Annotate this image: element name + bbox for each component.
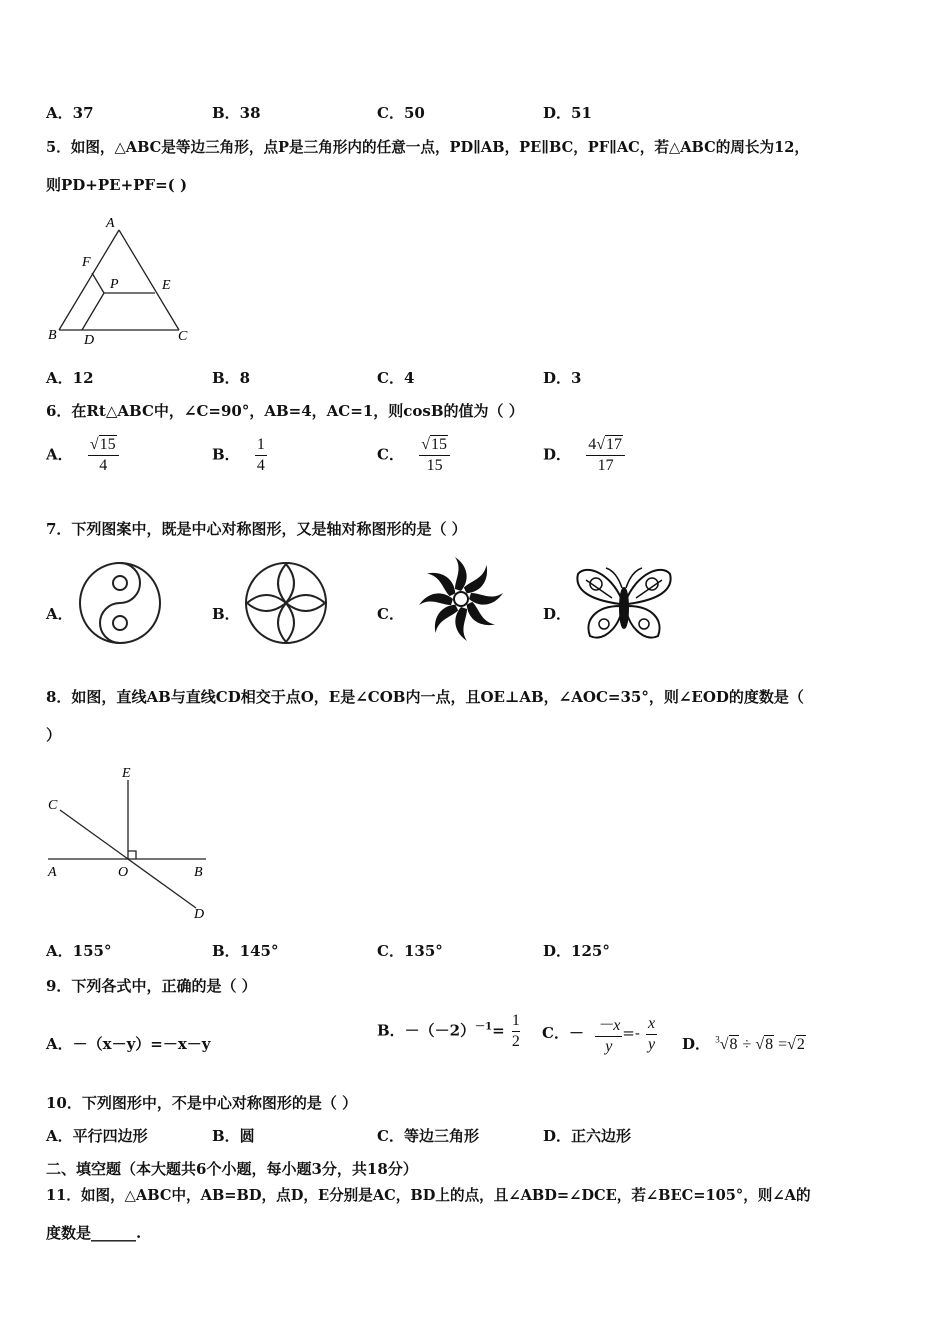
q5-label-c: C <box>178 329 188 344</box>
q9-d-divide: ÷ <box>742 1036 752 1053</box>
q4-option-a: A．37 <box>46 104 94 122</box>
pinwheel-flower-icon <box>408 552 514 646</box>
q6-c-radicand: 15 <box>430 436 447 453</box>
q5-option-d: D．3 <box>543 369 582 387</box>
four-petal-circle-icon <box>240 560 332 646</box>
q9-c-num2: x <box>646 1015 657 1035</box>
q6-option-d: D． $\frac{4√17}{17}$ <box>543 436 625 475</box>
butterfly-icon <box>572 560 676 646</box>
q11-stem-line1: 11．如图，△ABC中，AB=BD，点D，E分别是AC，BD上的点，且∠ABD=∠DCE，若∠BEC=105°，则∠A的 <box>46 1187 811 1204</box>
q8-option-c: C．135° <box>377 942 443 960</box>
q5-option-a: A．12 <box>46 369 94 387</box>
q4-option-b: B．38 <box>212 104 261 122</box>
q9-c-equals: =- <box>622 1024 640 1042</box>
q5-label-b: B <box>48 328 57 343</box>
q6-option-c-label: C． <box>377 445 404 464</box>
q8-stem-line2: ） <box>46 726 62 744</box>
q9-d-rad1: 8 <box>729 1036 738 1053</box>
q9-d-label: D． <box>682 1035 711 1053</box>
q8-label-b: B <box>194 865 203 880</box>
q8-label-e: E <box>122 766 131 781</box>
q6-a-den: 4 <box>99 457 108 474</box>
q8-label-d: D <box>194 907 205 922</box>
q10-option-b: B．圆 <box>212 1127 255 1145</box>
q6-option-b-label: B． <box>212 445 240 464</box>
q9-d-index: 3 <box>715 1034 720 1045</box>
q7-stem: 7．下列图案中，既是中心对称图形，又是轴对称图形的是（ ） <box>46 520 467 538</box>
q7-label-c: C． <box>377 605 404 623</box>
q5-label-f: F <box>82 255 91 270</box>
q10-option-d: D．正六边形 <box>543 1127 632 1145</box>
q6-b-den: 4 <box>256 457 265 474</box>
q9-option-a: A．－（x－y）=－x－y <box>46 1035 211 1053</box>
q9-b-exponent: －1 <box>475 1021 493 1033</box>
q8-option-a: A．155° <box>46 942 112 960</box>
q5-stem-line2: 则PD+PE+PF=( ) <box>46 176 188 194</box>
q10-option-c: C．等边三角形 <box>377 1127 479 1145</box>
q8-option-b: B．145° <box>212 942 279 960</box>
q6-d-coef: 4 <box>588 436 597 453</box>
q9-c-label: C．－ <box>542 1024 584 1042</box>
q9-c-den1: y <box>605 1038 613 1055</box>
q5-label-e: E <box>162 278 171 293</box>
q9-d-rad2: 8 <box>765 1036 774 1053</box>
q8-stem-line1: 8．如图，直线AB与直线CD相交于点O，E是∠COB内一点，且OE⊥AB，∠AOC=35°，则∠EOD的度数是（ <box>46 688 804 706</box>
q6-c-den: 15 <box>426 457 443 474</box>
q7-label-b: B． <box>212 605 240 623</box>
q6-stem: 6．在Rt△ABC中，∠C=90°，AB=4，AC=1，则cosB的值为（ ） <box>46 402 524 420</box>
q5-label-p: P <box>110 277 119 292</box>
section-heading: 二、填空题（本大题共6个小题，每小题3分，共18分） <box>46 1160 418 1178</box>
q5-label-d: D <box>84 333 95 348</box>
q10-stem: 10．下列图形中，不是中心对称图形的是（ ） <box>46 1094 358 1112</box>
q4-option-d: D．51 <box>543 104 592 122</box>
q5-label-a: A <box>106 216 115 231</box>
q6-option-b <box>212 436 267 475</box>
q8-label-a: A <box>48 865 57 880</box>
q9-option-d: D． $^3$√8 ÷ √8 =√2 <box>682 1034 805 1053</box>
q6-option-d-label: D． <box>543 445 572 464</box>
q8-label-o: O <box>118 865 129 880</box>
q8-option-d: D．125° <box>543 942 610 960</box>
q6-d-radicand: 17 <box>606 436 623 453</box>
yin-yang-icon <box>74 560 166 646</box>
q6-option-a-label: A． <box>46 445 73 464</box>
q9-c-num1: －x <box>595 1012 622 1037</box>
q9-d-rad3: 2 <box>796 1036 805 1053</box>
q9-option-c <box>542 1012 657 1056</box>
q9-c-den2: y <box>647 1035 656 1053</box>
q9-b-num: 1 <box>511 1012 520 1029</box>
q9-d-equals: = <box>778 1036 788 1053</box>
q6-option-c: C． $\frac{√15}{15}$ <box>377 436 450 475</box>
q11-stem-line2: 度数是______. <box>46 1224 142 1242</box>
q6-option-a: A． $\frac{√15}{4}$ <box>46 436 119 475</box>
q6-d-den: 17 <box>597 457 614 474</box>
q6-a-radicand: 15 <box>99 436 116 453</box>
q6-b-num: 1 <box>255 436 267 456</box>
q8-label-c: C <box>48 798 58 813</box>
q9-option-b <box>377 1012 522 1051</box>
q5-option-b: B．8 <box>212 369 251 387</box>
q8-lines-figure <box>44 762 224 922</box>
q9-b-label: B．－（－2） <box>377 1021 476 1040</box>
q9-stem: 9．下列各式中，正确的是（ ） <box>46 977 257 995</box>
q9-b-den: 2 <box>511 1033 520 1050</box>
q10-option-a: A．平行四边形 <box>46 1127 148 1145</box>
q4-option-c: C．50 <box>377 104 425 122</box>
q5-stem-line1: 5．如图，△ABC是等边三角形，点P是三角形内的任意一点，PD∥AB，PE∥BC，PF∥AC，若△ABC的周长为12， <box>46 139 810 156</box>
q7-label-d: D． <box>543 605 572 623</box>
q7-label-a: A． <box>46 605 73 623</box>
q5-option-c: C．4 <box>377 369 415 387</box>
q5-triangle-figure <box>44 210 204 350</box>
q9-b-equals: = <box>492 1021 505 1040</box>
